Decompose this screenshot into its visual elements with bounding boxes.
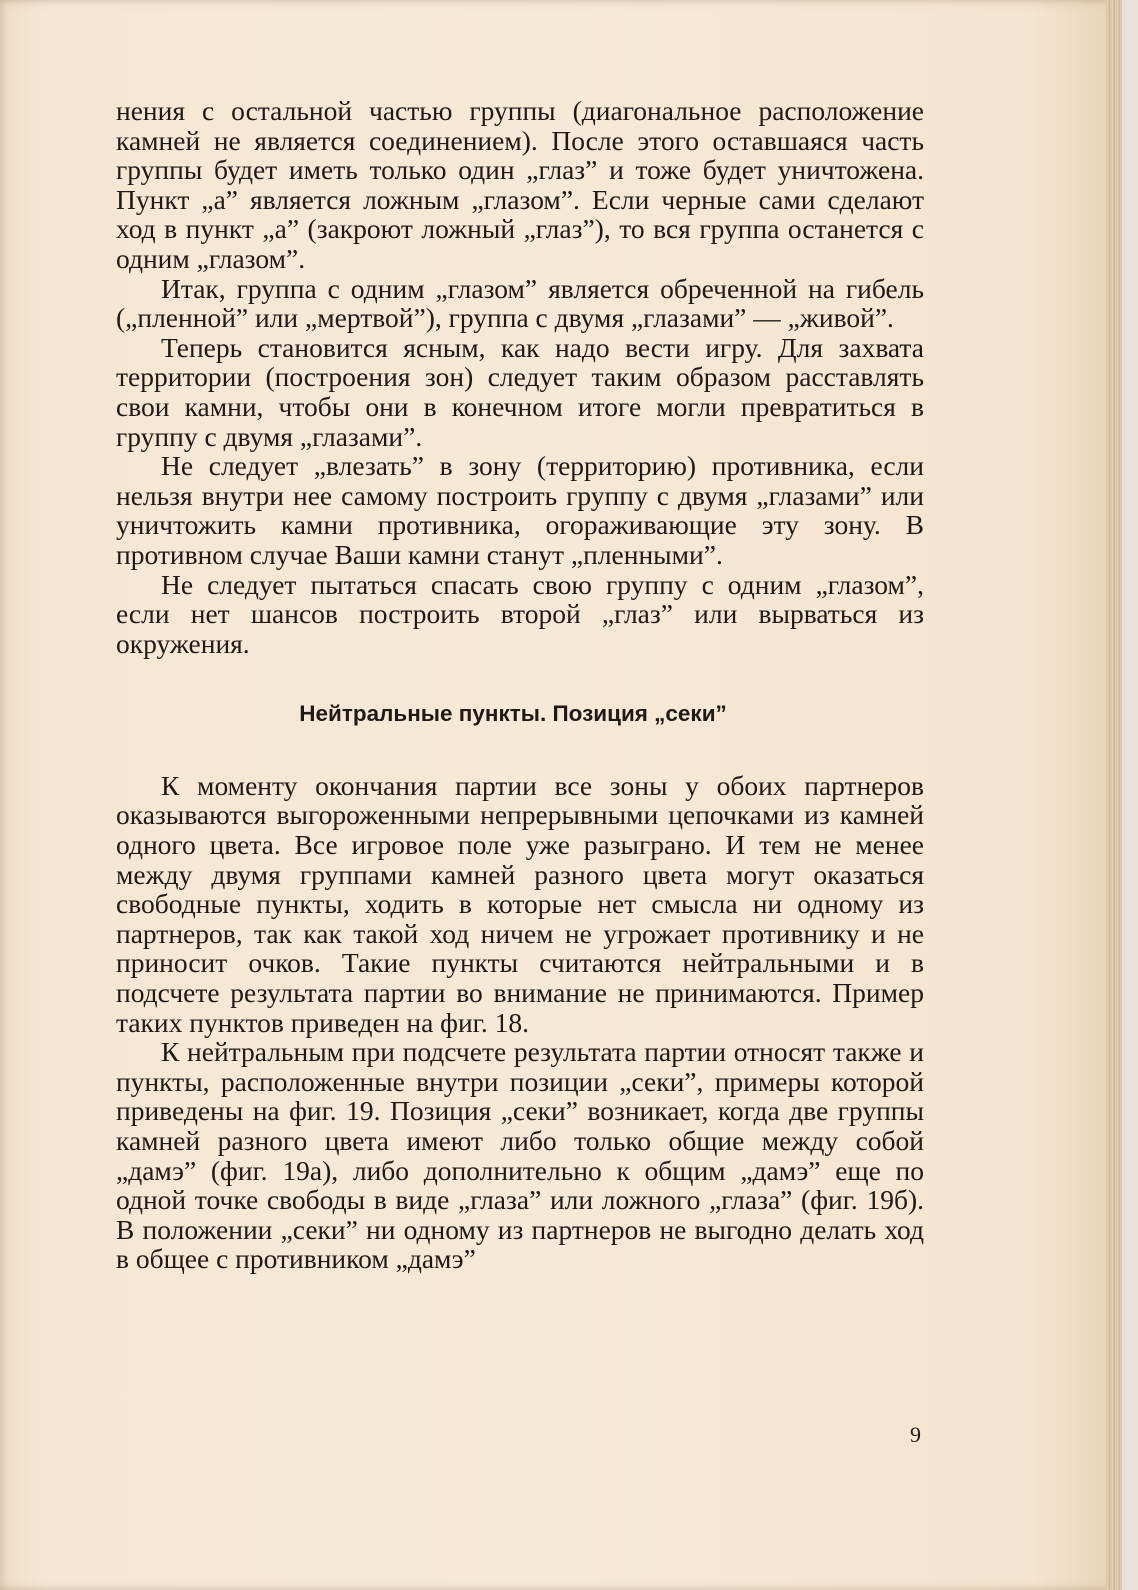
- paragraph-neutral-points: К моменту окончания партии все зоны у обоих партнеров оказываются выгороженными непрерывными цепочками из камней одного цвета. Все игровое поле уже разыграно. И тем не менее между двумя группами камней разного цвета могут оказаться свободные пункты, ходить в которые нет смысла ни одному из партнеров, так как такой ход ничем не угрожает противнику и не приносит очков. Такие пункты считаются нейтральными и в подсчете результата партии во внимание не принимаются. Пример таких пунктов приведен на фиг. 18.: [116, 769, 924, 1038]
- paragraph-continuation: нения с остальной частью группы (диагональное расположение камней не является соединением). После этого оставшаяся часть группы будет иметь только один „глаз” и тоже будет уничтожена. Пункт „а” является ложным „глазом”. Если черные сами сделают ход в пункт „а” (закроют ложный „глаз”), то вся группа останется с одним „глазом”.: [116, 95, 924, 274]
- paragraph-do-not-invade: Не следует „влезать” в зону (территорию) противника, если нельзя внутри нее самому построить группу с двумя „глазами” или уничтожить камни противника, огораживающие эту зону. В противном случае Ваши камни станут „пленными”.: [116, 450, 924, 570]
- paragraph-seki: К нейтральным при подсчете результата партии относят также и пункты, расположенные внутри позиции „секи”, примеры которой приведены на фиг. 19. Позиция „секи” возникает, когда две группы камней разного цвета имеют либо только общие между собой „дамэ” (фиг. 19а), либо дополнительно к общим „дамэ” еще по одной точке свободы в виде „глаза” или ложного „глаза” (фиг. 19б). В положении „секи” ни одному из партнеров не выгодно делать ход в общее с противником „дамэ”: [116, 1036, 924, 1275]
- section-heading: Нейтральные пункты. Позиция „секи”: [299, 701, 727, 727]
- paragraph-do-not-save: Не следует пытаться спасать свою группу с одним „глазом”, если нет шансов построить второй „глаз” или вырваться из окружения.: [116, 568, 924, 659]
- body-text: [116, 96, 924, 1274]
- paragraph-one-eye-doomed: Итак, группа с одним „глазом” является обреченной на гибель („пленной” или „мертвой”), группа с двумя „глазами” — „живой”.: [116, 272, 924, 334]
- page-edge: [1106, 0, 1122, 1590]
- page-number: 9: [910, 1422, 921, 1447]
- paragraph-how-to-play: Теперь становится ясным, как надо вести игру. Для захвата территории (построения зон) следует таким образом расставлять свои камни, чтобы они в конечном итоге могли превратиться в группу с двумя „глазами”.: [116, 331, 924, 452]
